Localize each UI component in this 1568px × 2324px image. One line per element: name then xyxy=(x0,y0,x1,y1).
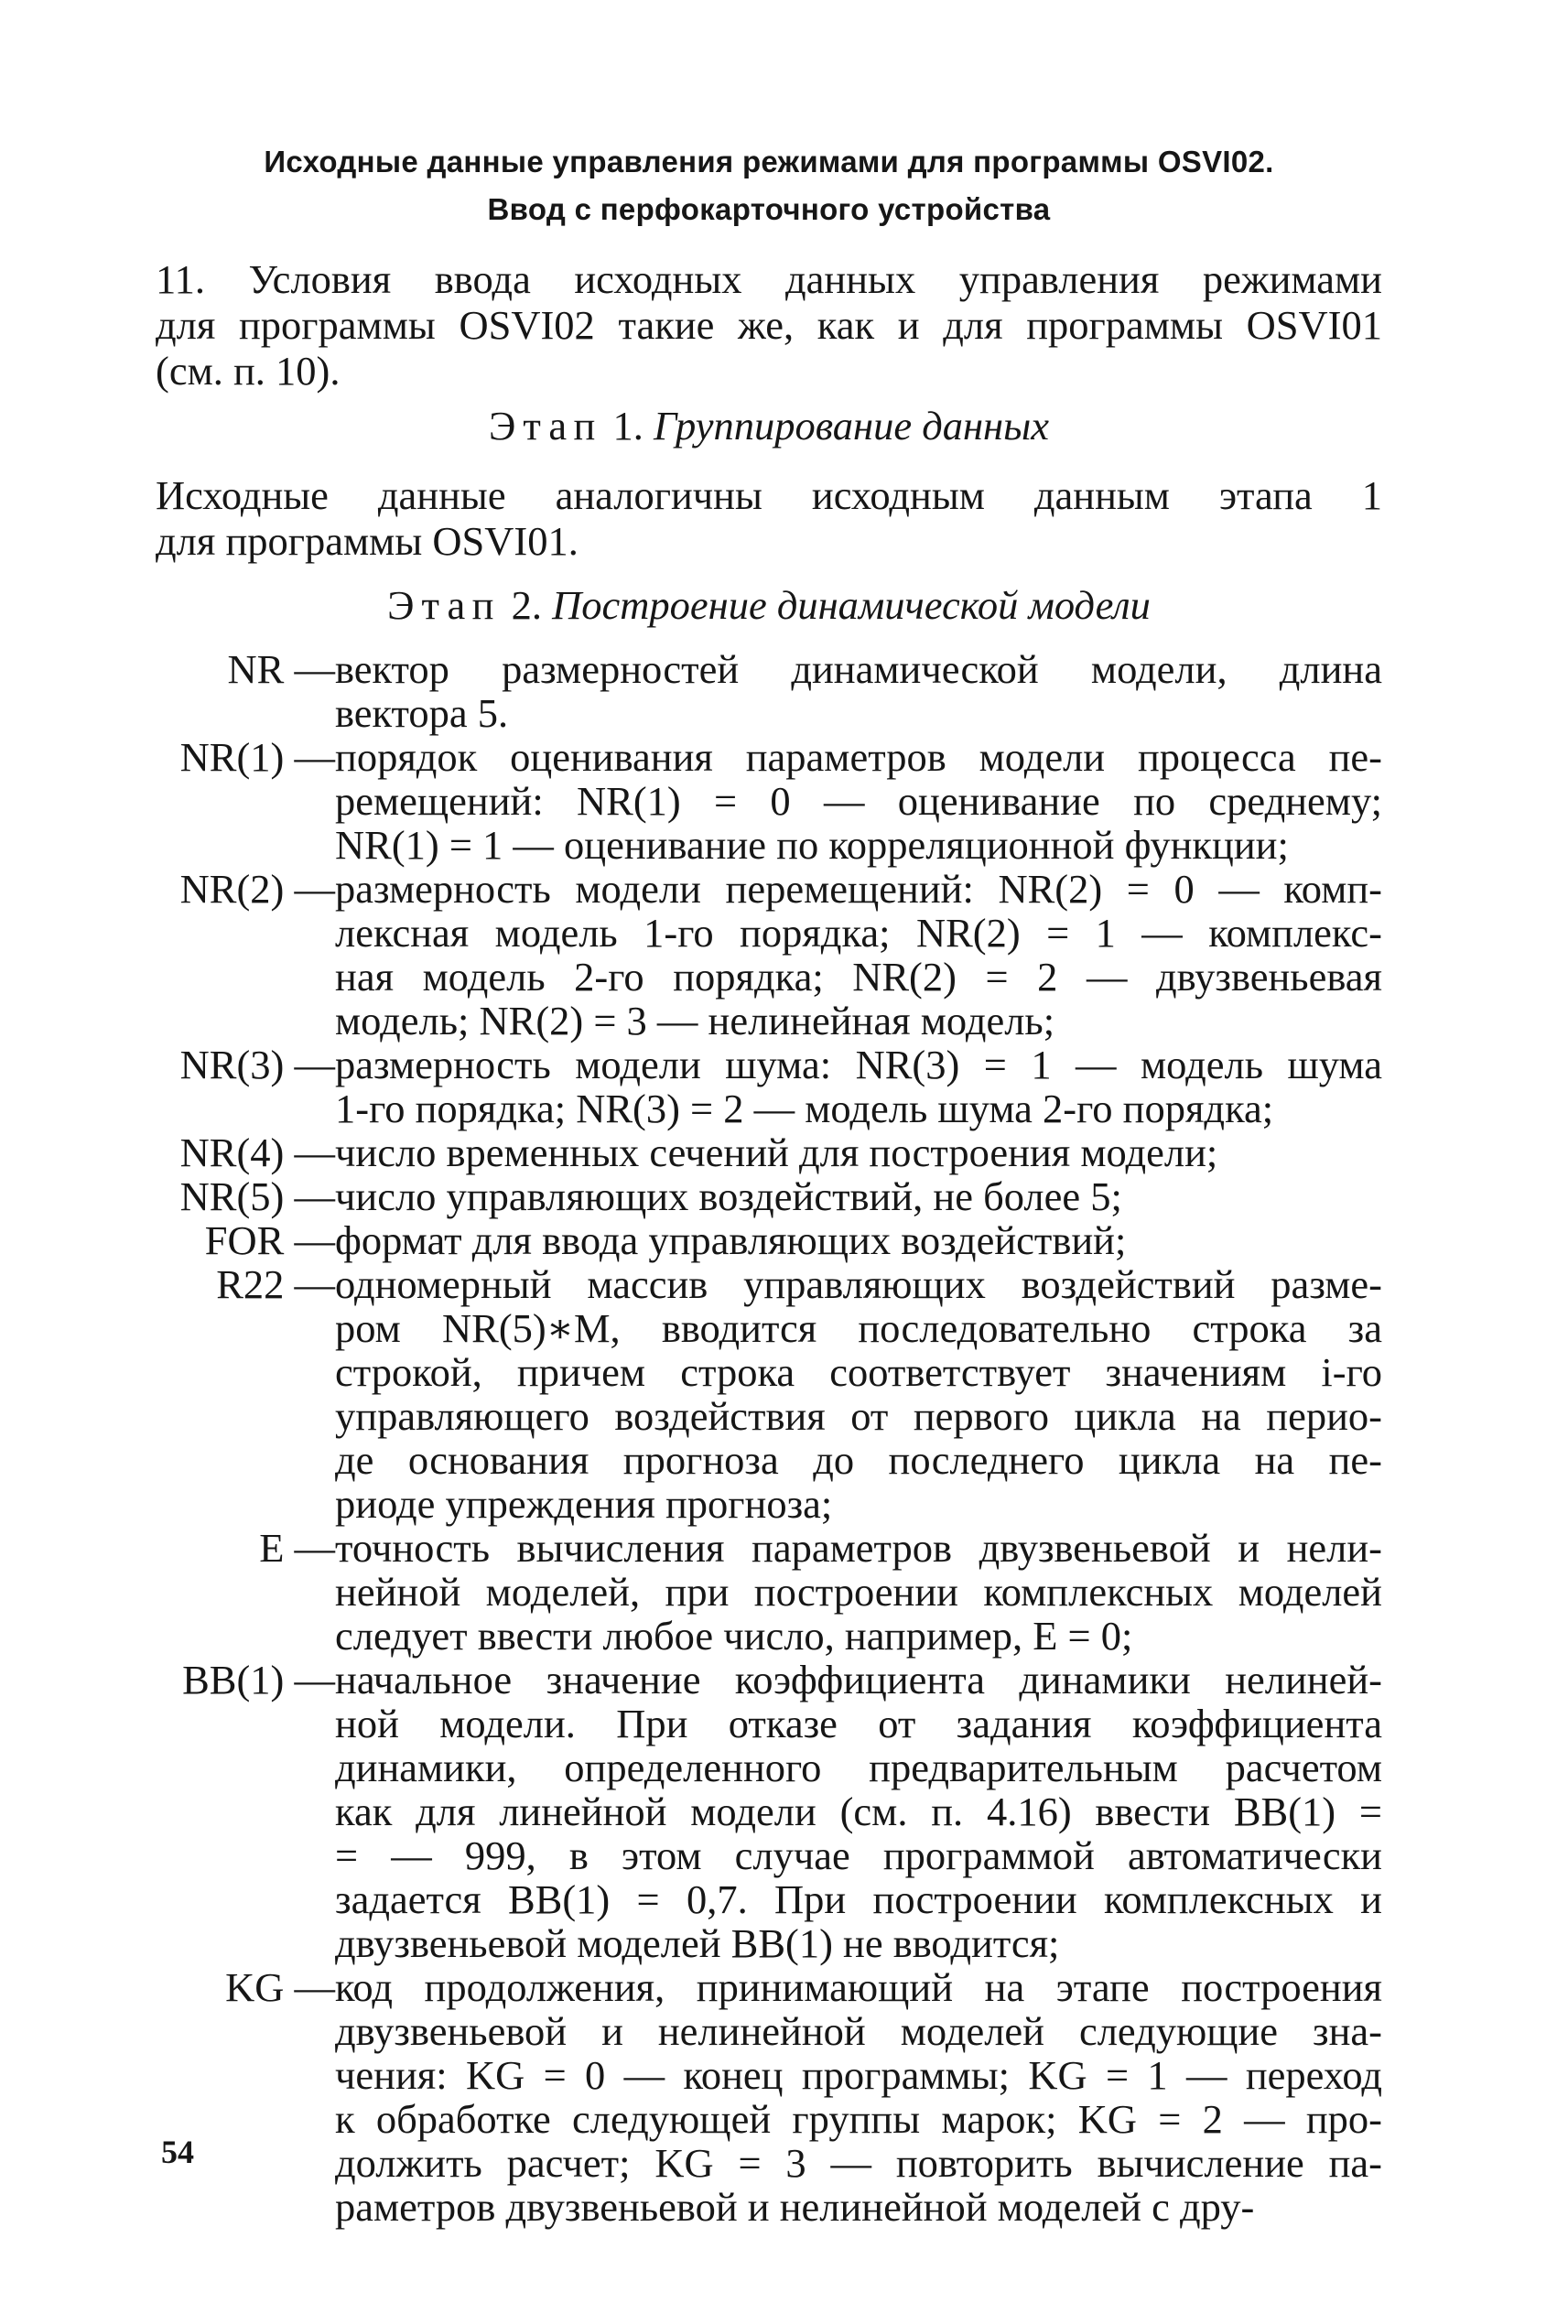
definition-line: раметров двузвеньевой и нелинейной моделей с дру- xyxy=(335,2184,1255,2230)
stage-label: Этап xyxy=(387,582,502,628)
stage-1-text xyxy=(156,472,1382,564)
definition-line: порядок оценивания параметров модели процесса пе- xyxy=(335,734,1382,780)
definition-item xyxy=(156,735,1382,867)
definition-term: NR(3) — xyxy=(179,1042,335,1087)
definition-line: нейной моделей, при построении комплексных моделей xyxy=(335,1569,1382,1615)
definition-term: KG — xyxy=(225,1964,335,2010)
definition-line: задается BB(1) = 0,7. При построении комплексных и xyxy=(335,1876,1382,1922)
definition-line: вектора 5. xyxy=(335,690,509,736)
definition-term: E — xyxy=(259,1525,335,1571)
definition-line: должить расчет; KG = 3 — повторить вычисление па- xyxy=(335,2140,1382,2186)
definition-line: риоде упреждения прогноза; xyxy=(335,1481,833,1527)
definition-line: формат для ввода управляющих воздействий; xyxy=(335,1217,1127,1263)
definition-line: одномерный массив управляющих воздействий разме- xyxy=(335,1261,1382,1307)
definition-term: R22 — xyxy=(216,1261,335,1307)
stage-1-heading xyxy=(156,403,1382,449)
definition-line: число временных сечений для построения модели; xyxy=(335,1130,1218,1175)
definition-item xyxy=(156,1218,1382,1262)
definition-item xyxy=(156,867,1382,1043)
definition-line: число управляющих воздействий, не более 5; xyxy=(335,1173,1122,1219)
definition-line: размерность модели шума: NR(3) = 1 — модель шума xyxy=(335,1042,1382,1087)
definition-line: лексная модель 1-го порядка; NR(2) = 1 — комплекс- xyxy=(335,910,1382,956)
section-heading-line-2: Ввод с перфокарточного устройства xyxy=(487,192,1051,226)
stage-2-heading xyxy=(156,582,1382,628)
definition-text xyxy=(335,867,1382,1043)
paragraph-line: для программы OSVI02 такие же, как и для программы OSVI01 xyxy=(156,302,1382,348)
definition-line: начальное значение коэффициента динамики нелиней- xyxy=(335,1657,1382,1702)
definition-item xyxy=(156,1658,1382,1965)
definition-text xyxy=(335,1174,1382,1218)
definition-text xyxy=(335,1262,1382,1526)
definition-item xyxy=(156,1526,1382,1658)
definition-term: NR(2) — xyxy=(179,866,335,912)
definition-line: двузвеньевой моделей BB(1) не вводится; xyxy=(335,1920,1060,1966)
definition-line: ная модель 2-го порядка; NR(2) = 2 — двузвеньевая xyxy=(335,954,1382,1000)
stage-title: Группирование данных xyxy=(653,403,1049,449)
definition-item xyxy=(156,1965,1382,2229)
definition-line: = — 999, в этом случае программой автоматически xyxy=(335,1832,1382,1878)
definition-item xyxy=(156,1043,1382,1130)
paragraph-line: для программы OSVI01. xyxy=(156,518,579,564)
definition-line: следует ввести любое число, например, E = 0; xyxy=(335,1613,1133,1659)
paragraph-line: 11. Условия ввода исходных данных управления режимами xyxy=(156,256,1382,302)
stage-number: 2. xyxy=(511,582,542,628)
definition-term: NR — xyxy=(227,646,335,692)
definition-term: BB(1) — xyxy=(182,1657,335,1702)
definition-item xyxy=(156,1262,1382,1526)
definition-item xyxy=(156,647,1382,735)
definition-line: управляющего воздействия от первого цикла на перио- xyxy=(335,1393,1382,1439)
definition-line: ремещений: NR(1) = 0 — оценивание по среднему; xyxy=(335,778,1382,824)
definition-line: как для линейной модели (см. п. 4.16) ввести BB(1) = xyxy=(335,1789,1382,1834)
definition-line: чения: KG = 0 — конец программы; KG = 1 — переход xyxy=(335,2052,1382,2098)
definition-text xyxy=(335,735,1382,867)
stage-number: 1. xyxy=(612,403,643,449)
definition-line: динамики, определенного предварительным расчетом xyxy=(335,1745,1382,1790)
definition-line: вектор размерностей динамической модели, длина xyxy=(335,646,1382,692)
definition-text xyxy=(335,1526,1382,1658)
definition-text xyxy=(335,1043,1382,1130)
definition-item xyxy=(156,1130,1382,1174)
definition-list xyxy=(156,647,1382,2229)
definition-text xyxy=(335,1965,1382,2229)
definition-line: к обработке следующей группы марок; KG = 2 — про- xyxy=(335,2096,1382,2142)
definition-term: NR(5) — xyxy=(179,1173,335,1219)
definition-line: двузвеньевой и нелинейной моделей следующие зна- xyxy=(335,2008,1382,2054)
section-heading-line-1: Исходные данные управления режимами для программы OSVI02. xyxy=(264,145,1274,178)
definition-line: 1-го порядка; NR(3) = 2 — модель шума 2-го порядка; xyxy=(335,1086,1274,1131)
page-number: 54 xyxy=(161,2134,194,2170)
definition-text xyxy=(335,1130,1382,1174)
definition-line: точность вычисления параметров двузвеньевой и нели- xyxy=(335,1525,1382,1571)
stage-label: Этап xyxy=(489,403,603,449)
definition-term: FOR — xyxy=(204,1217,335,1263)
definition-term: NR(4) — xyxy=(179,1130,335,1175)
definition-line: де основания прогноза до последнего цикла на пе- xyxy=(335,1437,1382,1483)
definition-line: код продолжения, принимающий на этапе построения xyxy=(335,1964,1382,2010)
definition-line: размерность модели перемещений: NR(2) = 0 — комп- xyxy=(335,866,1382,912)
paragraph-11 xyxy=(156,256,1382,394)
paragraph-line: (см. п. 10). xyxy=(156,348,341,394)
stage-title: Построение динамической модели xyxy=(552,582,1151,628)
definition-line: модель; NR(2) = 3 — нелинейная модель; xyxy=(335,998,1055,1043)
definition-line: ром NR(5)∗M, вводится последовательно строка за xyxy=(335,1305,1382,1351)
definition-term: NR(1) — xyxy=(179,734,335,780)
definition-line: ной модели. При отказе от задания коэффициента xyxy=(335,1701,1382,1746)
definition-line: NR(1) = 1 — оценивание по корреляционной функции; xyxy=(335,822,1289,868)
definition-item xyxy=(156,1174,1382,1218)
definition-text xyxy=(335,647,1382,735)
definition-text xyxy=(335,1218,1382,1262)
definition-text xyxy=(335,1658,1382,1965)
paragraph-line: Исходные данные аналогичны исходным данным этапа 1 xyxy=(156,472,1382,518)
definition-line: строкой, причем строка соответствует значениям i-го xyxy=(335,1349,1382,1395)
